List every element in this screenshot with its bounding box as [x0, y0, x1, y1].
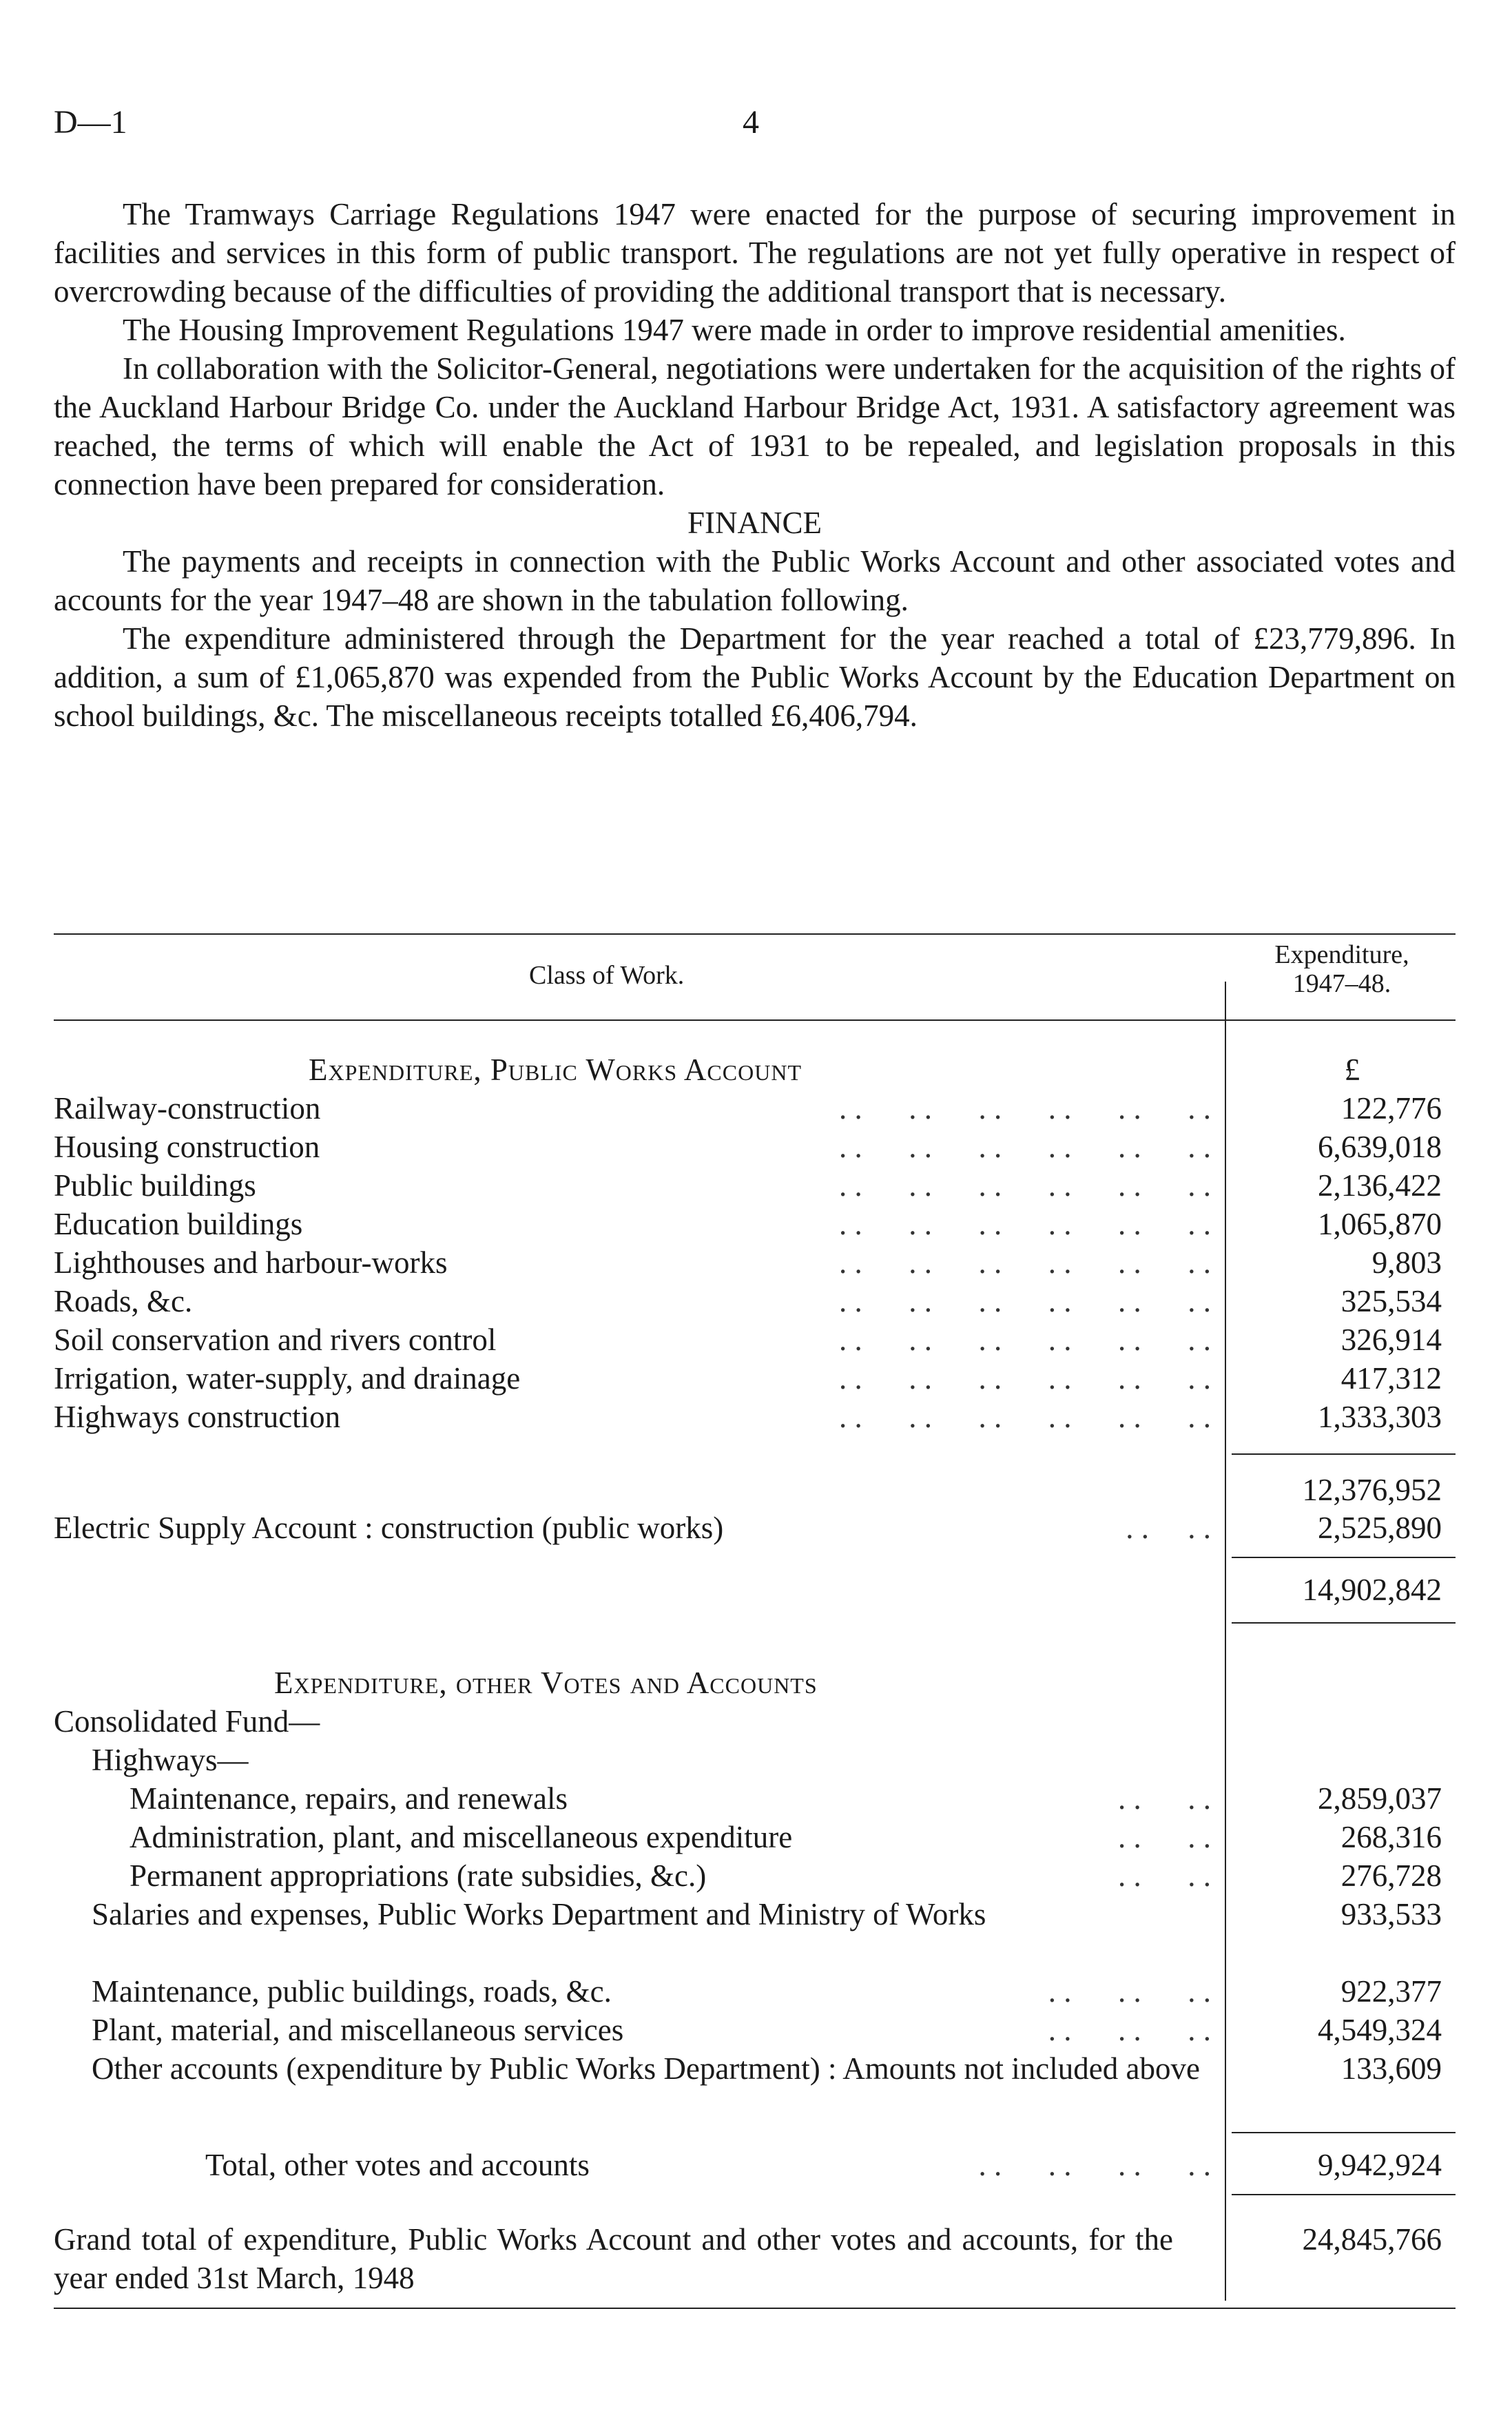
- other-accounts-value: 133,609: [1340, 2051, 1442, 2086]
- row-label: Roads, &c.: [54, 1284, 193, 1318]
- leader-dots: . . . . . . . . . . . .: [839, 1207, 1211, 1241]
- body-text: [54, 195, 1456, 735]
- other-accounts-row: [54, 2049, 1456, 2126]
- salaries-row: [54, 1895, 1456, 1972]
- subtotal1-rule: [1232, 1453, 1456, 1455]
- plant-label: Plant, material, and miscellaneous services: [92, 2013, 624, 2047]
- electric-label: Electric Supply Account : construction (public works): [54, 1511, 724, 1545]
- header-bottom-rule: [54, 1019, 1456, 1021]
- leader-dots: . . . . . . . . . . . .: [839, 1168, 1211, 1203]
- section2-heading: Expenditure, other Votes and Accounts: [274, 1666, 818, 1700]
- section2-heading-row: [54, 1664, 1456, 1702]
- table-row: [54, 1398, 1456, 1436]
- row-label: Highways construction: [54, 1400, 341, 1434]
- salaries-value: 933,533: [1340, 1897, 1442, 1931]
- row-value: 1,333,303: [1318, 1400, 1442, 1434]
- subtotal2-value: 14,902,842: [1302, 1573, 1442, 1607]
- maintenance-row: [54, 1972, 1456, 2011]
- table-row: [54, 1205, 1456, 1243]
- leader-dots: . . . .: [1118, 1781, 1211, 1816]
- table-row: [54, 1359, 1456, 1398]
- subtotal1-value: 12,376,952: [1302, 1473, 1442, 1507]
- total-other-value: 9,942,924: [1318, 2148, 1442, 2182]
- row-label: Public buildings: [54, 1168, 256, 1203]
- paragraph-finance-1: The payments and receipts in connection with the Public Works Account and other associated votes and accounts for the year 1947–48 are shown in the tabulation following.: [54, 544, 1456, 617]
- table-row: [54, 1243, 1456, 1282]
- table-top-rule: [54, 933, 1456, 935]
- leader-dots: . . . .: [1118, 1858, 1211, 1893]
- leader-dots: . . . .: [1126, 1511, 1211, 1545]
- leader-dots: . . . . . . . .: [978, 2148, 1211, 2182]
- page-number: 4: [743, 104, 759, 141]
- row-value: 417,312: [1340, 1361, 1442, 1396]
- section1-heading: Expenditure, Public Works Account: [309, 1053, 802, 1087]
- grand-total-rule: [1232, 2194, 1456, 2195]
- grand-total-value: 24,845,766: [1302, 2222, 1442, 2257]
- paragraph-harbour-bridge: In collaboration with the Solicitor-General, negotiations were undertaken for the acquisition of the rights of the Auckland Harbour Bridge Co. under the Auckland Harbour Bridge Act, 1931. A satisfactory agreement was reached, the terms of which will enable the Act of 1931 to be repealed, and legislation proposals in this connection have been prepared for consideration.: [54, 351, 1456, 501]
- subtotal2-rule-top: [1232, 1557, 1456, 1558]
- row-value: 268,316: [1340, 1820, 1442, 1854]
- other-accounts-label: Other accounts (expenditure by Public Works Department) : Amounts not included above: [92, 2051, 1200, 2086]
- document-code: D—1: [54, 104, 127, 141]
- subtotal2-row: [54, 1571, 1456, 1609]
- leader-dots: . . . . . . . . . . . .: [839, 1284, 1211, 1318]
- leader-dots: . . . . . .: [1048, 1974, 1211, 2009]
- column-header-expenditure: [1239, 940, 1445, 998]
- finance-heading: FINANCE: [687, 506, 822, 540]
- row-label: Permanent appropriations (rate subsidies, &c.): [130, 1858, 707, 1893]
- consolidated-fund-label: Consolidated Fund—: [54, 1704, 320, 1739]
- row-value: 9,803: [1371, 1245, 1442, 1280]
- column-header-expenditure-line1: Expenditure,: [1274, 940, 1409, 969]
- highways-row: [54, 1741, 1456, 1779]
- row-value: 122,776: [1340, 1091, 1442, 1126]
- row-label: Housing construction: [54, 1130, 320, 1164]
- table-row: [54, 1320, 1456, 1359]
- maintenance-value: 922,377: [1340, 1974, 1442, 2009]
- row-label: Soil conservation and rivers control: [54, 1323, 497, 1357]
- row-value: 325,534: [1340, 1284, 1442, 1318]
- total-other-rule: [1232, 2132, 1456, 2133]
- leader-dots: . . . . . . . . . . . .: [839, 1091, 1211, 1126]
- row-value: 6,639,018: [1318, 1130, 1442, 1164]
- salaries-label: Salaries and expenses, Public Works Department and Ministry of Works: [92, 1897, 986, 1931]
- row-label: Lighthouses and harbour-works: [54, 1245, 448, 1280]
- leader-dots: . . . . . . . . . . . .: [839, 1361, 1211, 1396]
- row-value: 326,914: [1340, 1323, 1442, 1357]
- total-other-row: [54, 2146, 1456, 2184]
- section1-heading-row: [54, 1050, 1456, 1089]
- electric-value: 2,525,890: [1318, 1511, 1442, 1545]
- row-value: 2,859,037: [1318, 1781, 1442, 1816]
- row-label: Maintenance, repairs, and renewals: [130, 1781, 568, 1816]
- plant-value: 4,549,324: [1318, 2013, 1442, 2047]
- subtotal2-rule-bottom: [1232, 1622, 1456, 1624]
- row-value: 276,728: [1340, 1858, 1442, 1893]
- column-header-class: Class of Work.: [529, 961, 685, 990]
- maintenance-label: Maintenance, public buildings, roads, &c.: [92, 1974, 612, 2009]
- table-row: [54, 1282, 1456, 1320]
- leader-dots: . . . . . .: [1048, 2013, 1211, 2047]
- table-row: [54, 1166, 1456, 1205]
- plant-row: [54, 2011, 1456, 2049]
- consolidated-fund-row: [54, 1702, 1456, 1741]
- table-row: [54, 1856, 1456, 1895]
- column-header-expenditure-line2: 1947–48.: [1292, 969, 1391, 998]
- leader-dots: . . . . . . . . . . . .: [839, 1130, 1211, 1164]
- leader-dots: . . . . . . . . . . . .: [839, 1323, 1211, 1357]
- row-value: 1,065,870: [1318, 1207, 1442, 1241]
- table-bottom-rule: [54, 2308, 1456, 2309]
- highways-label: Highways—: [92, 1743, 249, 1777]
- paragraph-finance-2: The expenditure administered through the Department for the year reached a total of £23,779,896. In addition, a sum of £1,065,870 was expended from the Public Works Account by the Education Department on school buildings, &c. The miscellaneous receipts totalled £6,406,794.: [54, 621, 1456, 733]
- row-label: Education buildings: [54, 1207, 303, 1241]
- page-header: [54, 103, 1458, 152]
- currency-symbol: £: [1344, 1053, 1360, 1087]
- row-value: 2,136,422: [1318, 1168, 1442, 1203]
- table-row: [54, 1128, 1456, 1166]
- grand-total-row: [54, 2220, 1456, 2297]
- row-label: Railway-construction: [54, 1091, 321, 1126]
- total-other-label: Total, other votes and accounts: [205, 2148, 590, 2182]
- paragraph-housing: The Housing Improvement Regulations 1947 were made in order to improve residential amenities.: [123, 313, 1346, 347]
- grand-total-label: Grand total of expenditure, Public Works Account and other votes and accounts, for the year ended 31st March, 1948: [54, 2222, 1173, 2295]
- table-row: [54, 1818, 1456, 1856]
- table-row: [54, 1779, 1456, 1818]
- leader-dots: . . . . . . . . . . . .: [839, 1400, 1211, 1434]
- paragraph-tramways: The Tramways Carriage Regulations 1947 were enacted for the purpose of securing improvement in facilities and services in this form of public transport. The regulations are not yet fully operative in respect of overcrowding because of the difficulties of providing the additional transport that is necessary.: [54, 197, 1456, 309]
- electric-row: [54, 1509, 1456, 1547]
- row-label: Irrigation, water-supply, and drainage: [54, 1361, 521, 1396]
- leader-dots: . . . . . . . . . . . .: [839, 1245, 1211, 1280]
- leader-dots: . . . .: [1118, 1820, 1211, 1854]
- row-label: Administration, plant, and miscellaneous expenditure: [130, 1820, 793, 1854]
- subtotal1-row: [54, 1471, 1456, 1509]
- table-row: [54, 1089, 1456, 1128]
